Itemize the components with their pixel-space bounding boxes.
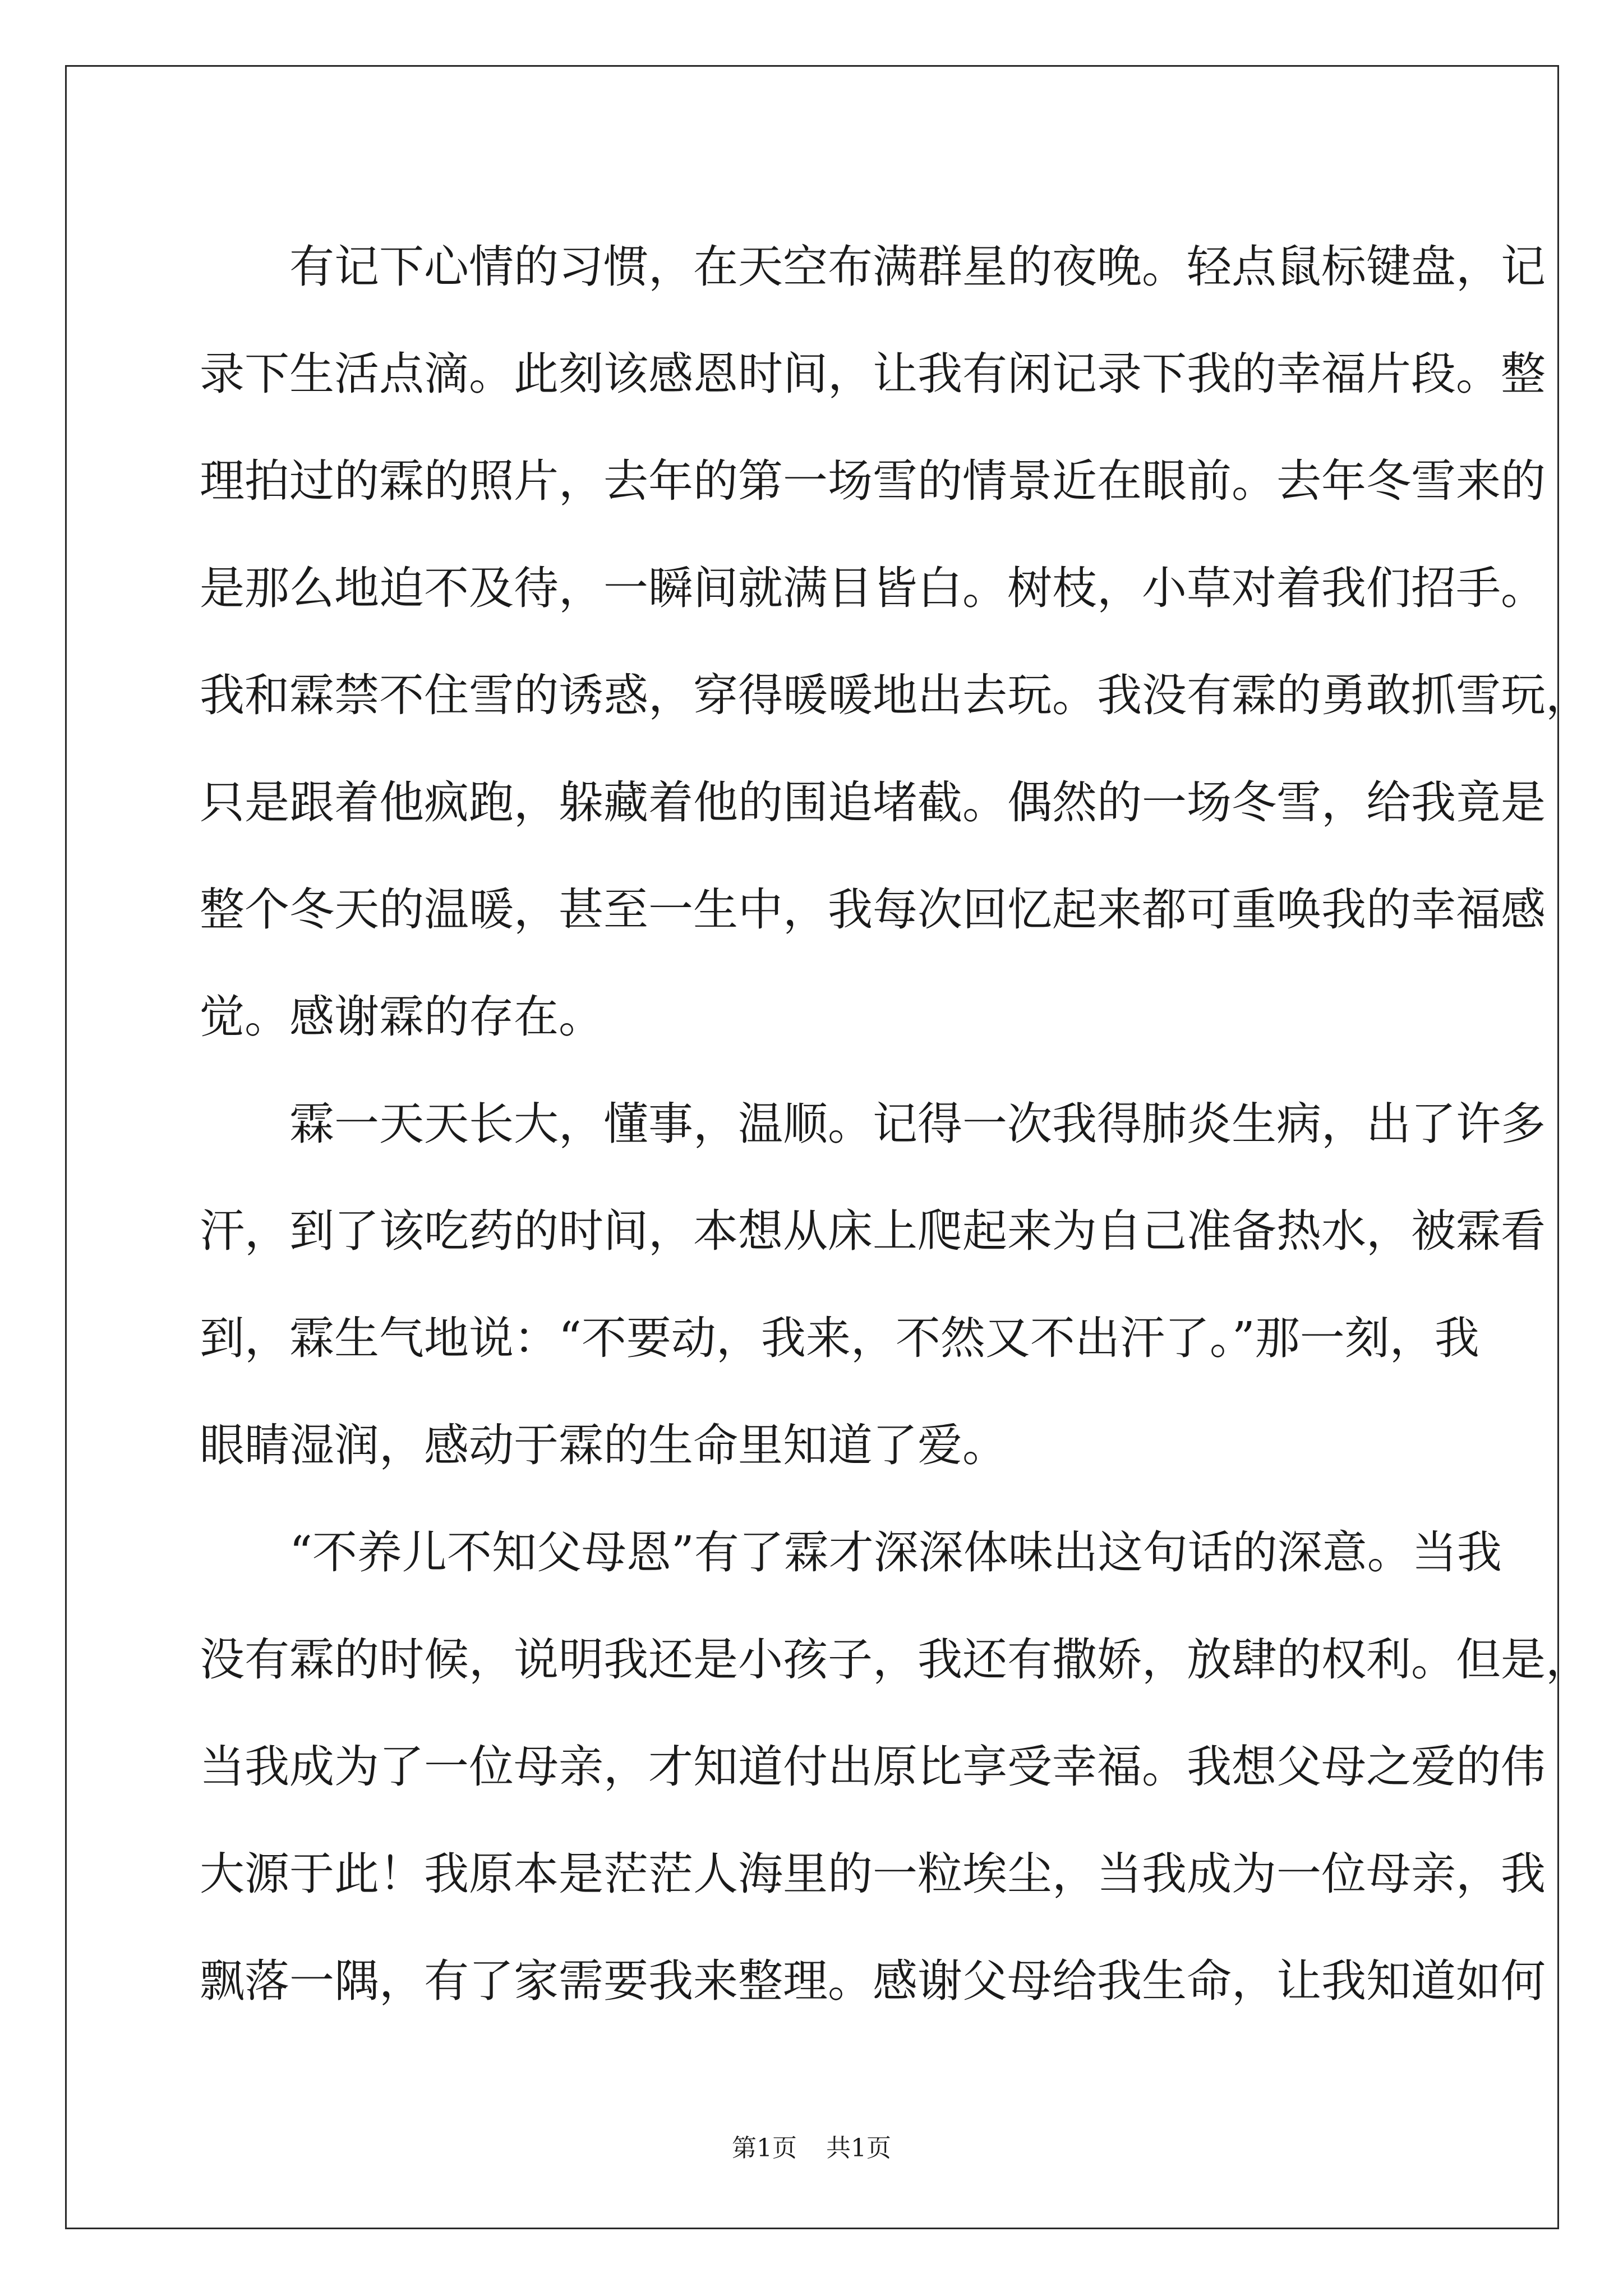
- text-line: 觉。感谢霖的存在。: [200, 991, 603, 1043]
- text-line: 只是跟着他疯跑，躲藏着他的围追堵截。偶然的一场冬雪，给我竟是: [200, 776, 1546, 829]
- text-line: 眼睛湿润，感动于霖的生命里知道了爱。: [200, 1419, 1007, 1471]
- page-total: 共1页: [826, 2134, 891, 2162]
- text-line: 汗，到了该吃药的时间，本想从床上爬起来为自己准备热水，被霖看: [200, 1205, 1546, 1257]
- text-line: 录下生活点滴。此刻该感恩时间，让我有闲记录下我的幸福片段。整: [200, 348, 1546, 400]
- text-line: 大源于此！我原本是茫茫人海里的一粒埃尘，当我成为一位母亲，我: [200, 1848, 1546, 1900]
- text-line: 当我成为了一位母亲，才知道付出原比享受幸福。我想父母之爱的伟: [200, 1741, 1546, 1793]
- text-line: 飘落一隅，有了家需要我来整理。感谢父母给我生命，让我知道如何: [200, 1955, 1546, 2007]
- page-number: 第1页: [732, 2134, 797, 2162]
- text-line: “不养儿不知父母恩”有了霖才深深体味出这句话的深意。当我: [289, 1526, 1502, 1579]
- document-body: [200, 213, 1590, 2035]
- text-line: 到，霖生气地说：“不要动，我来，不然又不出汗了。”那一刻，我: [200, 1312, 1479, 1364]
- text-line: 是那么地迫不及待，一瞬间就满目皆白。树枝，小草对着我们招手。: [200, 562, 1546, 614]
- text-line: 霖一天天长大，懂事，温顺。记得一次我得肺炎生病，出了许多: [289, 1098, 1546, 1150]
- text-line: 没有霖的时候，说明我还是小孩子，我还有撒娇，放肆的权利。但是，: [200, 1634, 1590, 1686]
- text-line: 有记下心情的习惯，在天空布满群星的夜晚。轻点鼠标键盘，记: [289, 241, 1546, 293]
- text-line: 整个冬天的温暖，甚至一生中，我每次回忆起来都可重唤我的幸福感: [200, 884, 1546, 936]
- text-line: 理拍过的霖的照片，去年的第一场雪的情景近在眼前。去年冬雪来的: [200, 455, 1546, 507]
- text-line: 我和霖禁不住雪的诱惑，穿得暖暖地出去玩。我没有霖的勇敢抓雪玩，: [200, 669, 1590, 721]
- page-footer: [0, 2132, 1623, 2165]
